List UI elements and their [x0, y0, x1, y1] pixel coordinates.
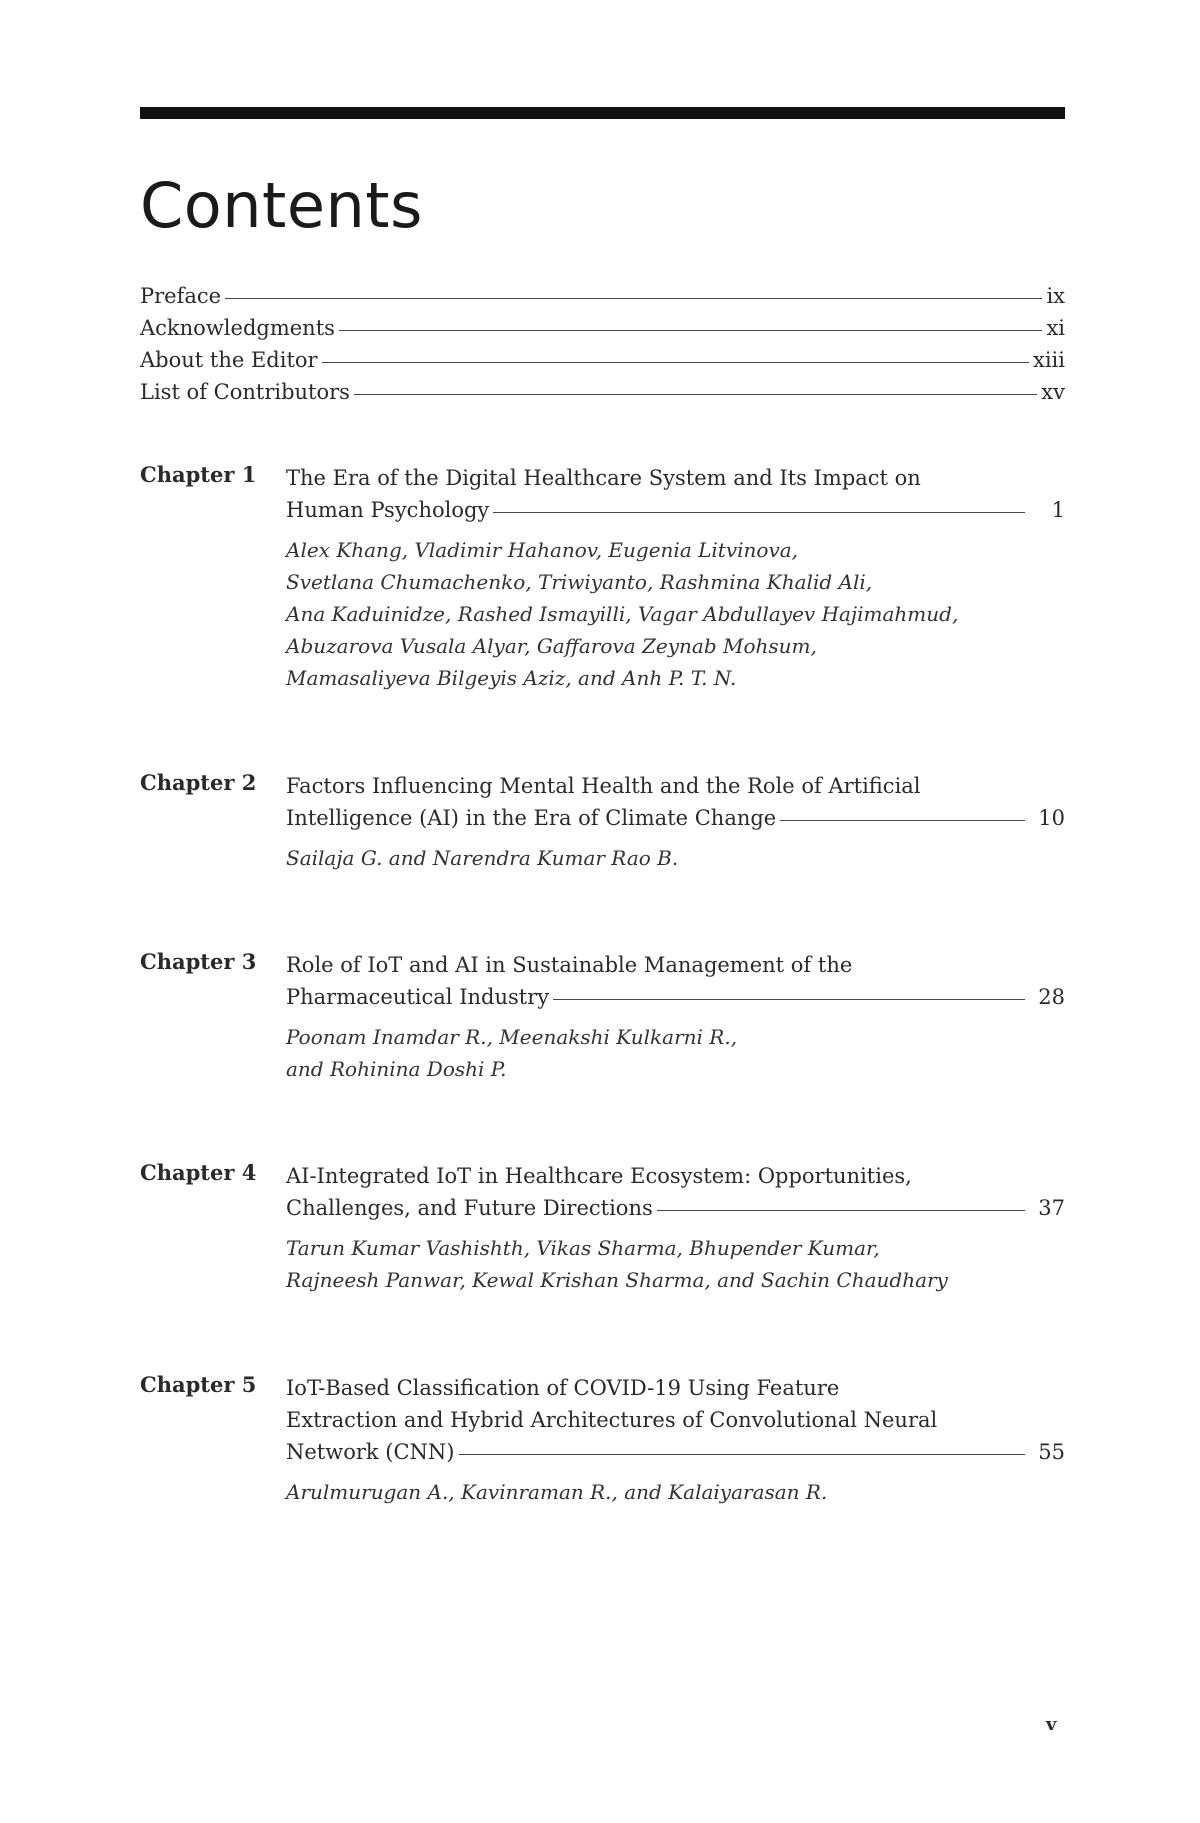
dot-leader [459, 1454, 1025, 1455]
dot-leader [657, 1210, 1025, 1211]
chapter-page: 37 [1038, 1196, 1065, 1220]
entry-page: ix [1046, 284, 1065, 308]
chapter-authors [286, 534, 1065, 694]
chapter-label: Chapter 4 [140, 1160, 257, 1185]
title-line: Human Psychology [286, 498, 490, 522]
entry-page: xiii [1033, 348, 1065, 372]
chapter-title [286, 770, 1065, 834]
chapter-authors [286, 1232, 1065, 1296]
entry-page: xv [1041, 380, 1065, 404]
author-line: Mamasaliyeva Bilgeyis Aziz, and Anh P. T. N. [286, 666, 737, 690]
dot-leader [339, 330, 1043, 331]
dot-leader [225, 298, 1042, 299]
chapter-title [286, 949, 1065, 1013]
author-line: Ana Kaduinidze, Rashed Ismayilli, Vagar Abdullayev Hajimahmud, [286, 602, 959, 626]
title-line: Network (CNN) [286, 1440, 455, 1464]
title-line: Intelligence (AI) in the Era of Climate Change [286, 806, 777, 830]
dot-leader [780, 820, 1025, 821]
title-line: AI-Integrated IoT in Healthcare Ecosystem: Opportunities, [286, 1164, 912, 1188]
dot-leader [553, 999, 1025, 1000]
author-line: Svetlana Chumachenko, Triwiyanto, Rashmina Khalid Ali, [286, 570, 873, 594]
author-line: Sailaja G. and Narendra Kumar Rao B. [286, 846, 679, 870]
chapter-page: 10 [1038, 806, 1065, 830]
entry-label: List of Contributors [140, 380, 350, 404]
front-matter-entry[interactable] [140, 316, 1065, 348]
entry-label: Acknowledgments [140, 316, 335, 340]
chapter-title [286, 462, 1065, 526]
front-matter-entry[interactable] [140, 380, 1065, 412]
chapter-label: Chapter 5 [140, 1372, 257, 1397]
title-line: IoT-Based Classification of COVID-19 Using Feature [286, 1376, 840, 1400]
dot-leader [322, 362, 1029, 363]
author-line: Alex Khang, Vladimir Hahanov, Eugenia Litvinova, [286, 538, 799, 562]
title-line: Factors Influencing Mental Health and the Role of Artificial [286, 774, 921, 798]
chapter-label: Chapter 2 [140, 770, 257, 795]
author-line: Arulmurugan A., Kavinraman R., and Kalaiyarasan R. [286, 1480, 828, 1504]
chapter-label: Chapter 3 [140, 949, 257, 974]
dot-leader [354, 394, 1037, 395]
front-matter-list [140, 284, 1065, 412]
chapter-label: Chapter 1 [140, 462, 257, 487]
entry-label: About the Editor [140, 348, 318, 372]
title-line: Extraction and Hybrid Architectures of Convolutional Neural [286, 1408, 938, 1432]
front-matter-entry[interactable] [140, 348, 1065, 380]
author-line: Poonam Inamdar R., Meenakshi Kulkarni R., [286, 1025, 738, 1049]
front-matter-entry[interactable] [140, 284, 1065, 316]
chapter-authors [286, 842, 1065, 874]
chapter-title [286, 1160, 1065, 1224]
chapter-authors [286, 1021, 1065, 1085]
author-line: Abuzarova Vusala Alyar, Gaffarova Zeynab Mohsum, [286, 634, 817, 658]
chapter-authors [286, 1476, 1065, 1508]
dot-leader [493, 512, 1025, 513]
author-line: and Rohinina Doshi P. [286, 1057, 507, 1081]
page-title: Contents [140, 169, 423, 242]
entry-label: Preface [140, 284, 222, 308]
chapter-page: 28 [1038, 985, 1065, 1009]
chapter-page: 55 [1038, 1440, 1065, 1464]
author-line: Rajneesh Panwar, Kewal Krishan Sharma, and Sachin Chaudhary [286, 1268, 948, 1292]
title-line: Pharmaceutical Industry [286, 985, 550, 1009]
title-line: Role of IoT and AI in Sustainable Management of the [286, 953, 853, 977]
title-line: Challenges, and Future Directions [286, 1196, 653, 1220]
chapter-page: 1 [1051, 498, 1065, 522]
entry-page: xi [1046, 316, 1065, 340]
author-line: Tarun Kumar Vashishth, Vikas Sharma, Bhupender Kumar, [286, 1236, 880, 1260]
top-rule [140, 107, 1065, 119]
page-number: v [1046, 1714, 1057, 1735]
title-line: The Era of the Digital Healthcare System and Its Impact on [286, 466, 921, 490]
chapter-title [286, 1372, 1065, 1468]
